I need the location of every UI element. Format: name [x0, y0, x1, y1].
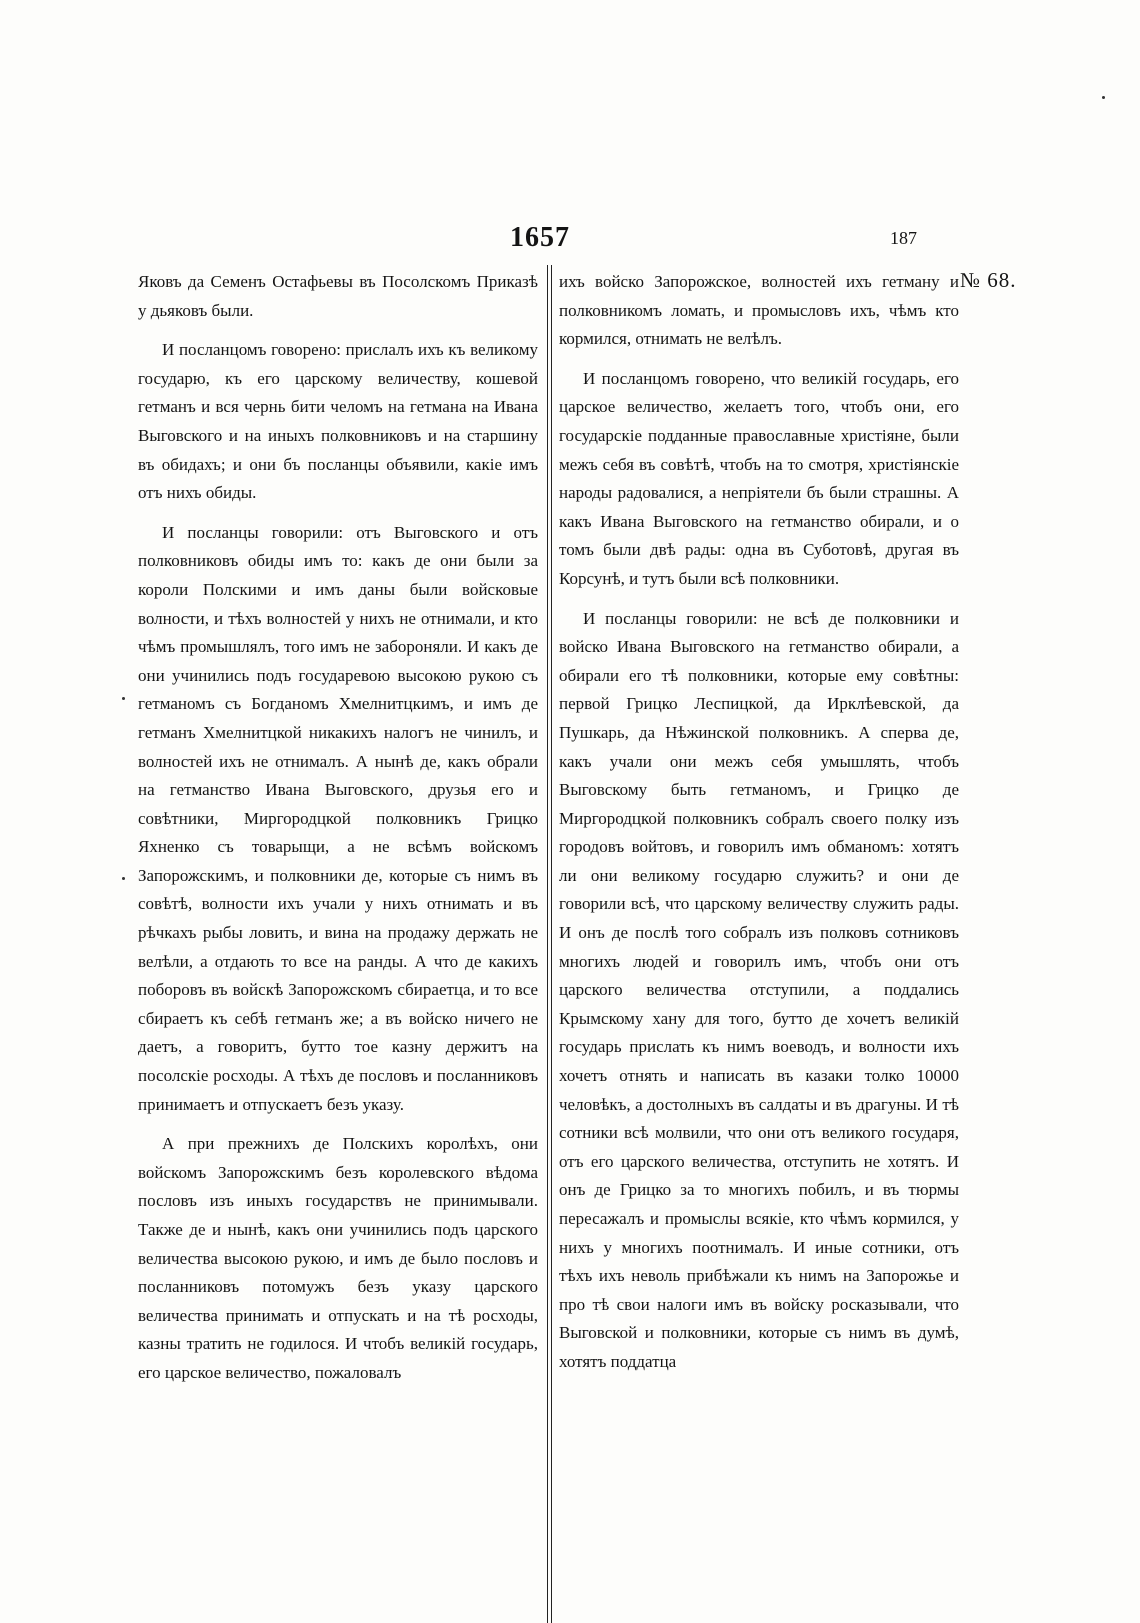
left-paragraph: И посланцомъ говорено: прислалъ ихъ къ великому государю, къ его царскому величеству, кошевой гетманъ и вся чернь бити челомъ на гетмана на Ивана Выговского и на иныхъ полковниковъ и на старшину въ обидахъ; и они бъ посланцы объявили, какіе имъ отъ нихъ обиды.: [138, 340, 538, 503]
column-divider-line: [547, 265, 548, 1623]
scan-speck: [122, 697, 125, 700]
right-paragraph: И посланцомъ говорено, что великій государь, его царское величество, желаетъ того, чтобъ они, его государскіе подданные православные христіяне, были межъ себя въ совѣтѣ, чтобъ на то смотря, христіянскіе народы радовалися, а непріятели бъ были страшны. А какъ Ивана Выговского на гетманство обирали, и о томъ были двѣ рады: одна въ Суботовѣ, другая въ Корсунѣ, и тутъ были всѣ полковники.: [559, 368, 959, 588]
page-number: 187: [890, 228, 917, 248]
column-divider-line: [551, 265, 552, 1623]
document-number: № 68.: [960, 268, 1017, 292]
scan-speck: [122, 877, 125, 880]
right-paragraph: ихъ войско Запорожское, волностей ихъ гетману и полковникомъ ломать, и промысловъ ихъ, чѣмъ кто кормился, отнимать не велѣлъ.: [559, 272, 959, 349]
right-column: [559, 268, 959, 1388]
left-paragraph: Яковъ да Семенъ Остафьевы въ Посолскомъ Приказѣ у дьяковъ были.: [138, 272, 538, 320]
left-paragraph: А при прежнихъ де Полскихъ королѣхъ, они войскомъ Запорожскимъ безъ королевского вѣдома пословъ изъ иныхъ государствъ не принимывали. Также де и нынѣ, какъ они учинились подъ царского величества высокою рукою, и имъ де было пословъ и посланниковъ потомужъ безъ указу царского величества принимать и отпускать и на тѣ росходы, казны тратить не годилося. И чтобъ великій государь, его царское величество, пожаловалъ: [138, 1134, 538, 1382]
left-column: [138, 268, 538, 1399]
page-year-header: 1657: [510, 222, 570, 253]
scan-speck: [1102, 96, 1105, 99]
right-paragraph: И посланцы говорили: не всѣ де полковники и войско Ивана Выговского на гетманство обирали, а обирали его тѣ полковники, которые ему совѣтны: первой Грицко Леспицкой, да Ирклѣевской, да Пушкарь, да Нѣжинской полковникъ. А сперва де, какъ учали они межъ себя умышлять, чтобъ Выговскому быть гетманомъ, и Грицко де Миргородцкой полковникъ собралъ своего полку изъ городовъ войтовъ, и говорилъ имъ обманомъ: хотятъ ли они великому государю служить? и они де говорили всѣ, что царскому величеству служить рады. И онъ де послѣ того собралъ изъ полковъ сотниковъ многихъ людей и говорилъ имъ, чтобъ они отъ царского величества отступили, а поддались Крымскому хану для того, бутто де хочетъ великій государь прислать къ нимъ воеводъ, и волности ихъ хочетъ отнять и написать въ казаки толко 10000 человѣкъ, а достолныхъ въ салдаты и въ драгуны. И тѣ сотники всѣ молвили, что они отъ великого государя, отъ его царского величества, отступить не хотятъ. И онъ де Грицко за то многихъ побилъ, и въ тюрмы пересажалъ и промыслы всякіе, кто чѣмъ кормился, у нихъ у многихъ поотнималъ. И иные сотники, отъ тѣхъ ихъ неволь прибѣжали къ нимъ на Запорожье и про тѣ свои налоги имъ въ войску росказывали, что Выговской и полковники, которые съ нимъ въ думѣ, хотятъ поддатца: [559, 608, 959, 1371]
left-paragraph: И посланцы говорили: отъ Выговского и отъ полковниковъ обиды имъ то: какъ де они были за короли Полскими и имъ даны были войсковые волности, и тѣхъ волностей у нихъ не отнимали, и кто чѣмъ промышлялъ, того имъ не забороняли. И какъ де они учинились подъ государевою высокою рукою съ гетманомъ съ Богданомъ Хмелнитцкимъ, и имъ де гетманъ Хмелнитцкой никакихъ налогъ не чинилъ, и волностей ихъ не отнималъ. А нынѣ де, какъ обрали на гетманство Ивана Выговского, друзья его и совѣтники, Миргородцкой полковникъ Грицко Яхненко съ товарыщи, а не всѣмъ войскомъ Запорожскимъ, и полковники де, которые съ нимъ въ совѣтѣ, волности ихъ учали у нихъ отнимать и въ рѣчкахъ рыбы ловить, и вина на продажу держать не велѣли, а отдають то все на ранды. А что де какихъ поборовъ въ войскѣ Запорожскомъ сбираетца, и то все сбираетъ къ себѣ гетманъ же; а въ войско ничего не даетъ, а говоритъ, бутто тое казну держитъ на посолскіе росходы. А тѣхъ де пословъ и посланниковъ принимаетъ и отпускаетъ безъ указу.: [138, 522, 538, 1114]
